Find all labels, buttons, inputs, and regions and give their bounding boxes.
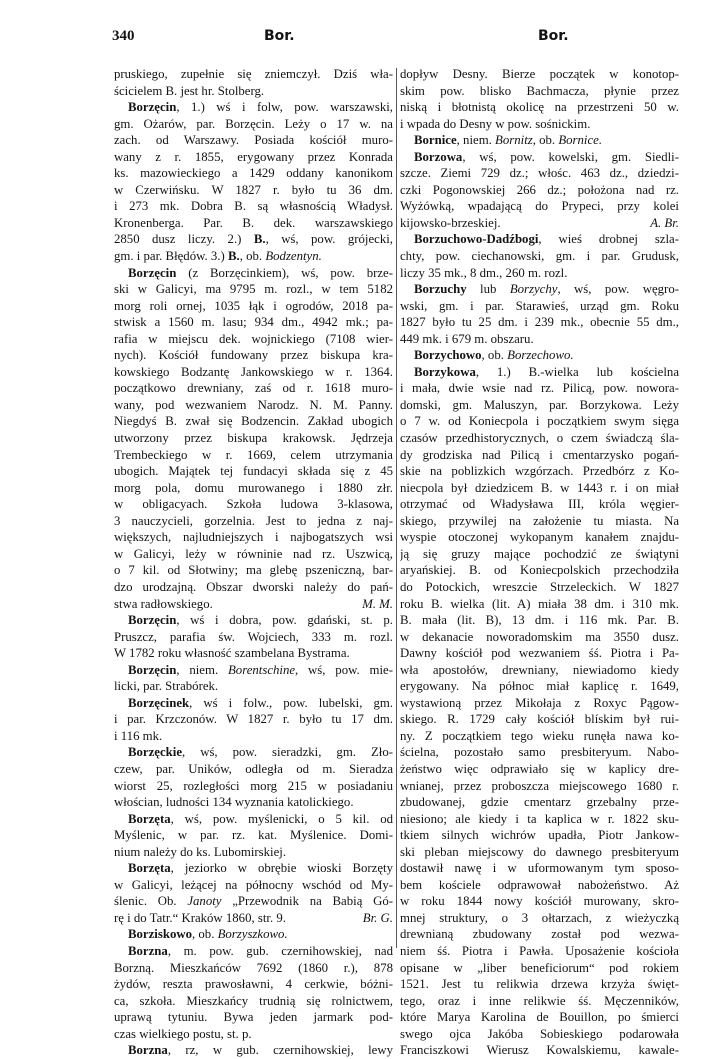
- text-line: [114, 546, 393, 563]
- text-run: czki Pogonowskiej 266 dz.; położona nad rz.: [400, 182, 679, 197]
- text-run: początkowo drewniany, zaś od r. 1618 muro-: [114, 381, 393, 396]
- text-run: szcze. Ziemi 729 dz.; włośc. 463 dz., dziedzi-: [400, 166, 679, 181]
- text-line: [114, 960, 393, 977]
- text-run: , wś, pow. sieradzki, gm. Zło-: [182, 745, 393, 760]
- entry-headword: Borzęta: [128, 811, 171, 826]
- text-run: wła apostołów, drewniany, niewiadomo kiedy: [400, 662, 679, 677]
- left-text-column: [114, 66, 393, 1059]
- right-running-head: Bor.: [538, 28, 569, 44]
- text-run: otrzymać od Władysława III, króla węgier-: [400, 497, 679, 512]
- text-line: [400, 198, 679, 215]
- author-signature: A. Br.: [650, 215, 679, 230]
- text-run: , niem.: [176, 662, 228, 677]
- text-line: [114, 778, 393, 795]
- text-line: [400, 496, 679, 513]
- text-run: ca, szkoła. Mieszkańcy trudnią się rolnictwem,: [114, 993, 393, 1008]
- text-run: W 1782 roku własność szambelana Bystrama.: [114, 646, 350, 661]
- text-run: i par. Krzczonów. W 1827 r. było tu 17 dm.: [114, 712, 393, 727]
- text-run: skiego, przywilej na założenie tu miasta. Na: [400, 513, 679, 528]
- text-run: w obligacyach. Szkoła ludowa 3-klasowa,: [114, 497, 393, 512]
- text-run: , 1.) B.-wielka lub kościelna: [475, 364, 679, 379]
- text-run: , m. pow. gub. czernihowskiej, nad: [167, 943, 393, 958]
- entry-headword: Borzychowo: [414, 348, 482, 363]
- text-line: [114, 430, 393, 447]
- text-run: morg pola, domu murowanego i 1880 złr.: [114, 480, 393, 495]
- text-run: kowskiego Bodzantę Jankowskiego w r. 1364.: [114, 364, 393, 379]
- text-line: [400, 728, 679, 745]
- text-line: [114, 165, 393, 182]
- text-run: ski pleban miejscowy do dawnego presbiteryum: [400, 844, 679, 859]
- entry-headword: B.: [253, 232, 266, 247]
- text-run: wiorst 25, rozległości morg 215 w posiadaniu: [114, 778, 393, 793]
- text-line: [114, 529, 393, 546]
- text-run: roku B. wielka (lit. A) miała 38 dm. i 310 mk.: [400, 596, 679, 611]
- text-run: , ob.: [481, 348, 508, 363]
- text-line: [400, 579, 679, 596]
- text-line: [114, 811, 393, 828]
- text-run: w roku 1844 nowy kościół murowany, skro-: [400, 894, 679, 909]
- text-line: [114, 463, 393, 480]
- text-line: [114, 364, 393, 381]
- text-run: które Marya Karolina de Bouillon, po śmierci: [400, 1010, 679, 1025]
- text-line: [400, 711, 679, 728]
- text-line: [400, 993, 679, 1010]
- text-line: [114, 198, 393, 215]
- text-line: [114, 844, 393, 861]
- entry-headword: Borzęcin: [128, 662, 177, 677]
- text-line: [400, 364, 679, 381]
- author-signature: M. M.: [362, 596, 393, 611]
- text-line: [114, 761, 393, 778]
- text-line: [114, 877, 393, 894]
- text-run: chty, pow. ciechanowski, gm. i par. Grudusk,: [400, 249, 679, 264]
- text-run: niską i błotnistą okolicę na przestrzeni 50 w.: [400, 100, 679, 115]
- text-run: aryańskiej. B. od Koniecpolskich przechodziła: [400, 563, 679, 578]
- text-run: , niem.: [456, 133, 496, 148]
- text-run: tego, oraz i inne relikwie śś. Męczenników,: [400, 993, 679, 1008]
- text-run: wystawioną przez Mikołaja z Roxyc Pągow-: [400, 695, 679, 710]
- text-line: [114, 827, 393, 844]
- text-line: [114, 314, 393, 331]
- text-line: [400, 546, 679, 563]
- text-line: [400, 645, 679, 662]
- entry-headword: Borzuchy: [414, 282, 467, 297]
- column-divider: [396, 68, 397, 948]
- text-line: [400, 347, 679, 364]
- italic-reference: Borentschine: [227, 662, 296, 677]
- italic-reference: Bornitz: [495, 133, 533, 148]
- text-line: [400, 248, 679, 265]
- text-run: do Potockich, wreszcie Strzeleckich. W 1827: [400, 579, 679, 594]
- text-run: i wpada do Desny w pow. sośnickim.: [400, 116, 591, 131]
- text-line: [400, 413, 679, 430]
- text-line: [400, 149, 679, 166]
- text-line: [114, 496, 393, 513]
- text-run: ny. Z początkiem tego wieku runęła nawa ko-: [400, 728, 679, 743]
- text-run: licki, par. Strabórek.: [114, 679, 219, 694]
- entry-headword: Borzęcin: [128, 100, 177, 115]
- text-line: [114, 976, 393, 993]
- text-line: [114, 149, 393, 166]
- text-run: Trembeckiego w r. 1669, celem utrzymania: [114, 447, 393, 462]
- entry-headword: Borzuchowo-Dadźbogi: [414, 232, 539, 247]
- text-run: włościan, ludności 134 wyznania katolickiego.: [114, 795, 354, 810]
- text-line: [400, 629, 679, 646]
- text-line: [114, 629, 393, 646]
- text-line: [400, 463, 679, 480]
- text-run: wnianej, przez proboszcza miejscowego 1680 r.: [400, 778, 679, 793]
- text-run: skim pow. blisko Bachmacza, płynie przez: [400, 83, 679, 98]
- text-run: mnej struktury, o 3 ołtarzach, z wieżyczką: [400, 910, 679, 925]
- text-run: dostawił nawę i w uformowanym tym sposo-: [400, 861, 679, 876]
- text-run: liczy 35 mk., 8 dm., 260 m. rozl.: [400, 265, 568, 280]
- text-line: [400, 447, 679, 464]
- text-line: [114, 66, 393, 83]
- text-line: [114, 645, 393, 662]
- text-run: ks. mazowieckiego a 1429 oddany kanonikom: [114, 166, 393, 181]
- text-run: o 7 kil. od Słotwiny; ma glebę pszeniczną, bar-: [114, 563, 393, 578]
- text-line: [114, 298, 393, 315]
- text-line: [114, 579, 393, 596]
- text-run: wany z r. 1855, erygowany przez Konrada: [114, 149, 393, 164]
- text-line: [400, 943, 679, 960]
- italic-reference: Bodzentyn.: [265, 249, 322, 264]
- text-line: [114, 132, 393, 149]
- text-line: [400, 529, 679, 546]
- text-run: w Czerwińsku. W 1827 r. było tu 36 dm.: [114, 182, 393, 197]
- text-run: , wś, pow. grójecki,: [265, 232, 393, 247]
- entry-headword: Borzna: [128, 943, 168, 958]
- author-signature: Br. G.: [362, 910, 393, 925]
- text-line: [400, 513, 679, 530]
- text-line: [400, 298, 679, 315]
- text-run: skie na poblizkich wzgórzach. Przedbórz z Ko-: [400, 464, 679, 479]
- text-line: [400, 430, 679, 447]
- text-run: , wś i dobra, pow. gdański, st. p.: [176, 613, 393, 628]
- text-line: [400, 844, 679, 861]
- entry-headword: Borzykowa: [414, 364, 476, 379]
- text-run: „Przewodnik na Babią Gó-: [221, 894, 393, 909]
- text-line: [114, 480, 393, 497]
- text-line: [400, 860, 679, 877]
- text-run: , wś, pow. kowelski, gm. Siedli-: [462, 149, 679, 164]
- text-line: [400, 1042, 679, 1059]
- text-line: [400, 960, 679, 977]
- text-run: , wś, pow. mie-: [295, 662, 393, 677]
- text-run: wyspie otoczonej wykopanym kanałem znajdu-: [400, 530, 679, 545]
- text-run: Kronenberga. Par. B. dek. warszawskiego: [114, 215, 393, 230]
- italic-reference: Bornice.: [558, 133, 603, 148]
- entry-headword: Borzęckie: [128, 745, 183, 760]
- text-line: [114, 596, 393, 613]
- text-run: , rz, w gub. czernihowskiej, lewy: [167, 1043, 393, 1058]
- text-line: [114, 215, 393, 232]
- text-run: gm. Ożarów, par. Borzęcin. Leży o 17 w. na: [114, 116, 393, 131]
- text-run: czasów przedhistorycznych, o czem świadczą śla-: [400, 431, 679, 446]
- italic-reference: Borzyszkowo.: [217, 927, 288, 942]
- text-line: [400, 562, 679, 579]
- text-line: [400, 926, 679, 943]
- text-line: [400, 662, 679, 679]
- entry-headword: Borziskowo: [128, 927, 192, 942]
- text-run: , wś i folw., pow. lubelski, gm.: [189, 695, 393, 710]
- text-line: [400, 165, 679, 182]
- text-line: [114, 893, 393, 910]
- text-line: [114, 281, 393, 298]
- text-run: i 273 mk. Dobra B. są własnością Władysł.: [114, 199, 393, 214]
- text-run: 3 nauczycieli, gorzelnia. Jest to jedna z naj-: [114, 513, 393, 528]
- page-number: 340: [112, 28, 135, 44]
- text-run: Niegdyś B. zwał się Bodzencin. Zakład ubogich: [114, 414, 393, 429]
- text-line: [114, 397, 393, 414]
- text-run: Pruszcz, parafia św. Wojciech, 333 m. rozl.: [114, 629, 393, 644]
- text-line: [400, 331, 679, 348]
- text-run: Borzną. Mieszkańców 7692 (1860 r.), 878: [114, 960, 393, 975]
- text-run: niem śś. Piotra i Pawła. Uposażenie kościoła: [400, 943, 679, 958]
- text-run: uprawą tytuniu. Bywa jeden jarmark pod-: [114, 1010, 393, 1025]
- text-run: stwa radłowskiego.: [114, 596, 213, 611]
- text-run: pruskiego, zupełnie się zniemczył. Dziś wła-: [114, 67, 393, 81]
- text-run: czas wielkiego postu, st. p.: [114, 1026, 252, 1041]
- text-line: [400, 744, 679, 761]
- text-run: , wś, pow. myślenicki, o 5 kil. od: [170, 811, 393, 826]
- text-run: niesiono; ale kiedy i ta kaplica w r. 1822 sku-: [400, 811, 679, 826]
- text-run: drewnianą zbudowany został pod wezwa-: [400, 927, 679, 942]
- text-line: [400, 794, 679, 811]
- text-run: ślenic. Ob.: [114, 894, 188, 909]
- text-line: [400, 761, 679, 778]
- left-running-head: Bor.: [264, 28, 295, 44]
- text-run: swego ojca Jakóba Sobieskiego podarowała: [400, 1026, 679, 1041]
- text-line: [400, 66, 679, 83]
- text-run: w Galicyi, leży w równinie nad rz. Uszwicą,: [114, 546, 393, 561]
- entry-headword: Borzna: [128, 1043, 168, 1058]
- italic-reference: Janoty: [187, 894, 222, 909]
- text-line: [400, 612, 679, 629]
- text-line: [114, 794, 393, 811]
- entry-headword: Borzowa: [414, 149, 463, 164]
- text-run: 2850 dusz liczy. 2.): [114, 232, 254, 247]
- text-run: gm. i par. Błędów. 3.): [114, 249, 228, 264]
- text-run: większych, najludniejszych i najbogatszych wsi: [114, 530, 393, 545]
- text-run: kijowsko-brzeskiej.: [400, 215, 501, 230]
- text-run: dopływ Desny. Bierze początek w konotop-: [400, 67, 679, 81]
- text-line: [114, 182, 393, 199]
- text-run: ją się gruzy mające pochodzić ze świątyni: [400, 546, 679, 561]
- text-run: , jeziorko w obrębie wioski Borzęty: [170, 861, 393, 876]
- text-run: erygowany. Na północ miał kaplicę r. 1649,: [400, 679, 679, 694]
- text-line: [114, 1009, 393, 1026]
- text-line: [114, 926, 393, 943]
- text-line: [400, 281, 679, 298]
- text-line: [114, 99, 393, 116]
- text-run: dy grodziska nad Pilicą i cmentarzysko pogań-: [400, 447, 679, 462]
- text-run: w dekanacie noworadomskim ma 3550 dusz.: [400, 629, 679, 644]
- italic-reference: Borzechowo.: [507, 348, 574, 363]
- text-line: [114, 265, 393, 282]
- text-line: [400, 480, 679, 497]
- text-line: [114, 331, 393, 348]
- text-line: [400, 116, 679, 133]
- text-run: dzo urodzajną. Obszar dworski należy do pań-: [114, 579, 393, 594]
- text-line: [400, 1026, 679, 1043]
- text-run: bem kościele odprawował nabożeństwo. Aż: [400, 877, 679, 892]
- text-line: [114, 447, 393, 464]
- text-line: [114, 612, 393, 629]
- text-line: [400, 893, 679, 910]
- entry-headword: Borzęcin: [128, 265, 177, 280]
- text-run: zach. od Warszawy. Posiada kościół muro-: [114, 133, 393, 148]
- text-line: [114, 943, 393, 960]
- entry-headword: Bornice: [414, 133, 457, 148]
- text-line: [400, 132, 679, 149]
- text-run: morg roli ornej, 1035 łąk i ogrodów, 2018 pa-: [114, 298, 393, 313]
- text-line: [400, 231, 679, 248]
- right-text-column: [400, 66, 679, 1059]
- text-run: wski, gm. i par. Starawieś, urząd gm. Roku: [400, 298, 679, 313]
- text-line: [114, 380, 393, 397]
- text-line: [400, 976, 679, 993]
- text-line: [114, 1026, 393, 1043]
- entry-headword: B.: [227, 249, 240, 264]
- text-line: [114, 513, 393, 530]
- text-run: i 116 mk.: [114, 728, 163, 743]
- text-line: [114, 678, 393, 695]
- entry-headword: Borzęcin: [128, 613, 177, 628]
- text-line: [114, 695, 393, 712]
- text-line: [114, 231, 393, 248]
- text-run: 449 mk. i 679 m. obszaru.: [400, 331, 534, 346]
- text-run: ścielna, pozostało samo presbiteryum. Nabo-: [400, 745, 679, 760]
- text-line: [400, 99, 679, 116]
- text-run: Dawny kościół pod wezwaniem śś. Piotra i Pa-: [400, 646, 679, 661]
- entry-headword: Borzęcinek: [128, 695, 190, 710]
- text-line: [400, 910, 679, 927]
- text-run: , wieś drobnej szla-: [538, 232, 679, 247]
- text-line: [400, 215, 679, 232]
- text-line: [114, 413, 393, 430]
- text-run: domski, gm. Maluszyn, par. Borzykowa. Leży: [400, 397, 679, 412]
- text-run: rafia w miejscu dek. wojnickiego (7108 wier-: [114, 331, 393, 346]
- text-line: [114, 116, 393, 133]
- text-line: [400, 380, 679, 397]
- text-run: opisane w „liber beneficiorum“ pod rokiem: [400, 960, 679, 975]
- text-run: 1521. Jest tu relikwia drzewa krzyża święt-: [400, 977, 679, 992]
- text-line: [400, 811, 679, 828]
- text-run: , ob.: [239, 249, 266, 264]
- text-run: czew, par. Uników, odległa od m. Sieradza: [114, 761, 393, 776]
- text-run: żydów, reszta prawosławni, 4 cerkwie, bóżni-: [114, 977, 393, 992]
- text-line: [400, 265, 679, 282]
- text-line: [400, 778, 679, 795]
- text-run: tkiem silnych wichrów upadła, Piotr Jankow-: [400, 828, 679, 843]
- text-line: [114, 1042, 393, 1059]
- entry-headword: Borzęta: [128, 861, 171, 876]
- text-line: [400, 827, 679, 844]
- text-run: Franciszkowi Wierusz Kowalskiemu, kawale-: [400, 1043, 679, 1058]
- italic-reference: Borzychy: [509, 282, 558, 297]
- text-run: utworzony przez biskupa krakowsk. Jędrzeja: [114, 431, 393, 446]
- page-header: [112, 28, 670, 50]
- text-line: [114, 562, 393, 579]
- text-run: (z Borzęcinkiem), wś, pow. brze-: [176, 265, 393, 280]
- text-run: niecpola był dziedzicem B. w 1443 r. i on miał: [400, 480, 679, 495]
- text-line: [114, 910, 393, 927]
- text-run: nium należy do ks. Lubomirskiej.: [114, 844, 287, 859]
- text-line: [114, 83, 393, 100]
- text-run: B. mała (lit. B), 13 dm. i 116 mk. Par. B.: [400, 613, 679, 628]
- text-line: [114, 744, 393, 761]
- text-run: skiego. R. 1729 cały kościół blískim był rui-: [400, 712, 679, 727]
- text-run: żeństwo więc odprawiało się w kaplicy dre-: [400, 761, 679, 776]
- text-run: Wyżówką, wpadającą do Prypeci, przy kolei: [400, 199, 679, 214]
- text-run: i mała, dwie wsie nad rz. Pilicą, pow. nowora-: [400, 381, 679, 396]
- text-line: [114, 347, 393, 364]
- text-run: o 7 w. od Koniecpola i początkiem swym sięga: [400, 414, 679, 429]
- text-line: [400, 397, 679, 414]
- text-run: , wś, pow. węgro-: [557, 282, 679, 297]
- text-line: [400, 182, 679, 199]
- text-line: [114, 860, 393, 877]
- text-run: wany, pod wezwaniem Narodz. N. M. Panny.: [114, 397, 393, 412]
- text-run: ścicielem B. jest hr. Stolberg.: [114, 83, 265, 98]
- text-line: [114, 728, 393, 745]
- text-run: stwisk a 1560 m. lasu; 934 dm., 4942 mk.; pa-: [114, 315, 393, 330]
- text-line: [400, 1009, 679, 1026]
- text-line: [400, 877, 679, 894]
- text-run: , ob.: [192, 927, 218, 942]
- text-run: , ob.: [532, 133, 559, 148]
- text-line: [114, 711, 393, 728]
- text-run: 1827 było tu 25 dm. i 239 mk., obecnie 55 dm.,: [400, 315, 679, 330]
- text-line: [114, 993, 393, 1010]
- text-run: zbudowanej, gdzie cmentarz grzebalny prze-: [400, 795, 679, 810]
- text-run: ski w Galicyi, ma 9795 m. rozl., w tem 5182: [114, 282, 393, 297]
- text-run: lub: [466, 282, 510, 297]
- text-run: , 1.) wś i folw, pow. warszawski,: [176, 100, 393, 115]
- text-line: [114, 248, 393, 265]
- text-line: [400, 314, 679, 331]
- text-run: Myślenic, w par. rz. kat. Myślenice. Domi-: [114, 828, 393, 843]
- text-run: ubogich. Majątek tej fundacyi składa się z 45: [114, 464, 393, 479]
- text-run: nych). Kościół fundowany przez biskupa kra-: [114, 348, 393, 363]
- text-line: [114, 662, 393, 679]
- text-run: rę i do Tatr.“ Kraków 1860, str. 9.: [114, 910, 286, 925]
- text-run: w Galicyi, leżącej na północny wschód od My-: [114, 877, 393, 892]
- text-line: [400, 83, 679, 100]
- text-line: [400, 596, 679, 613]
- text-line: [400, 678, 679, 695]
- text-line: [400, 695, 679, 712]
